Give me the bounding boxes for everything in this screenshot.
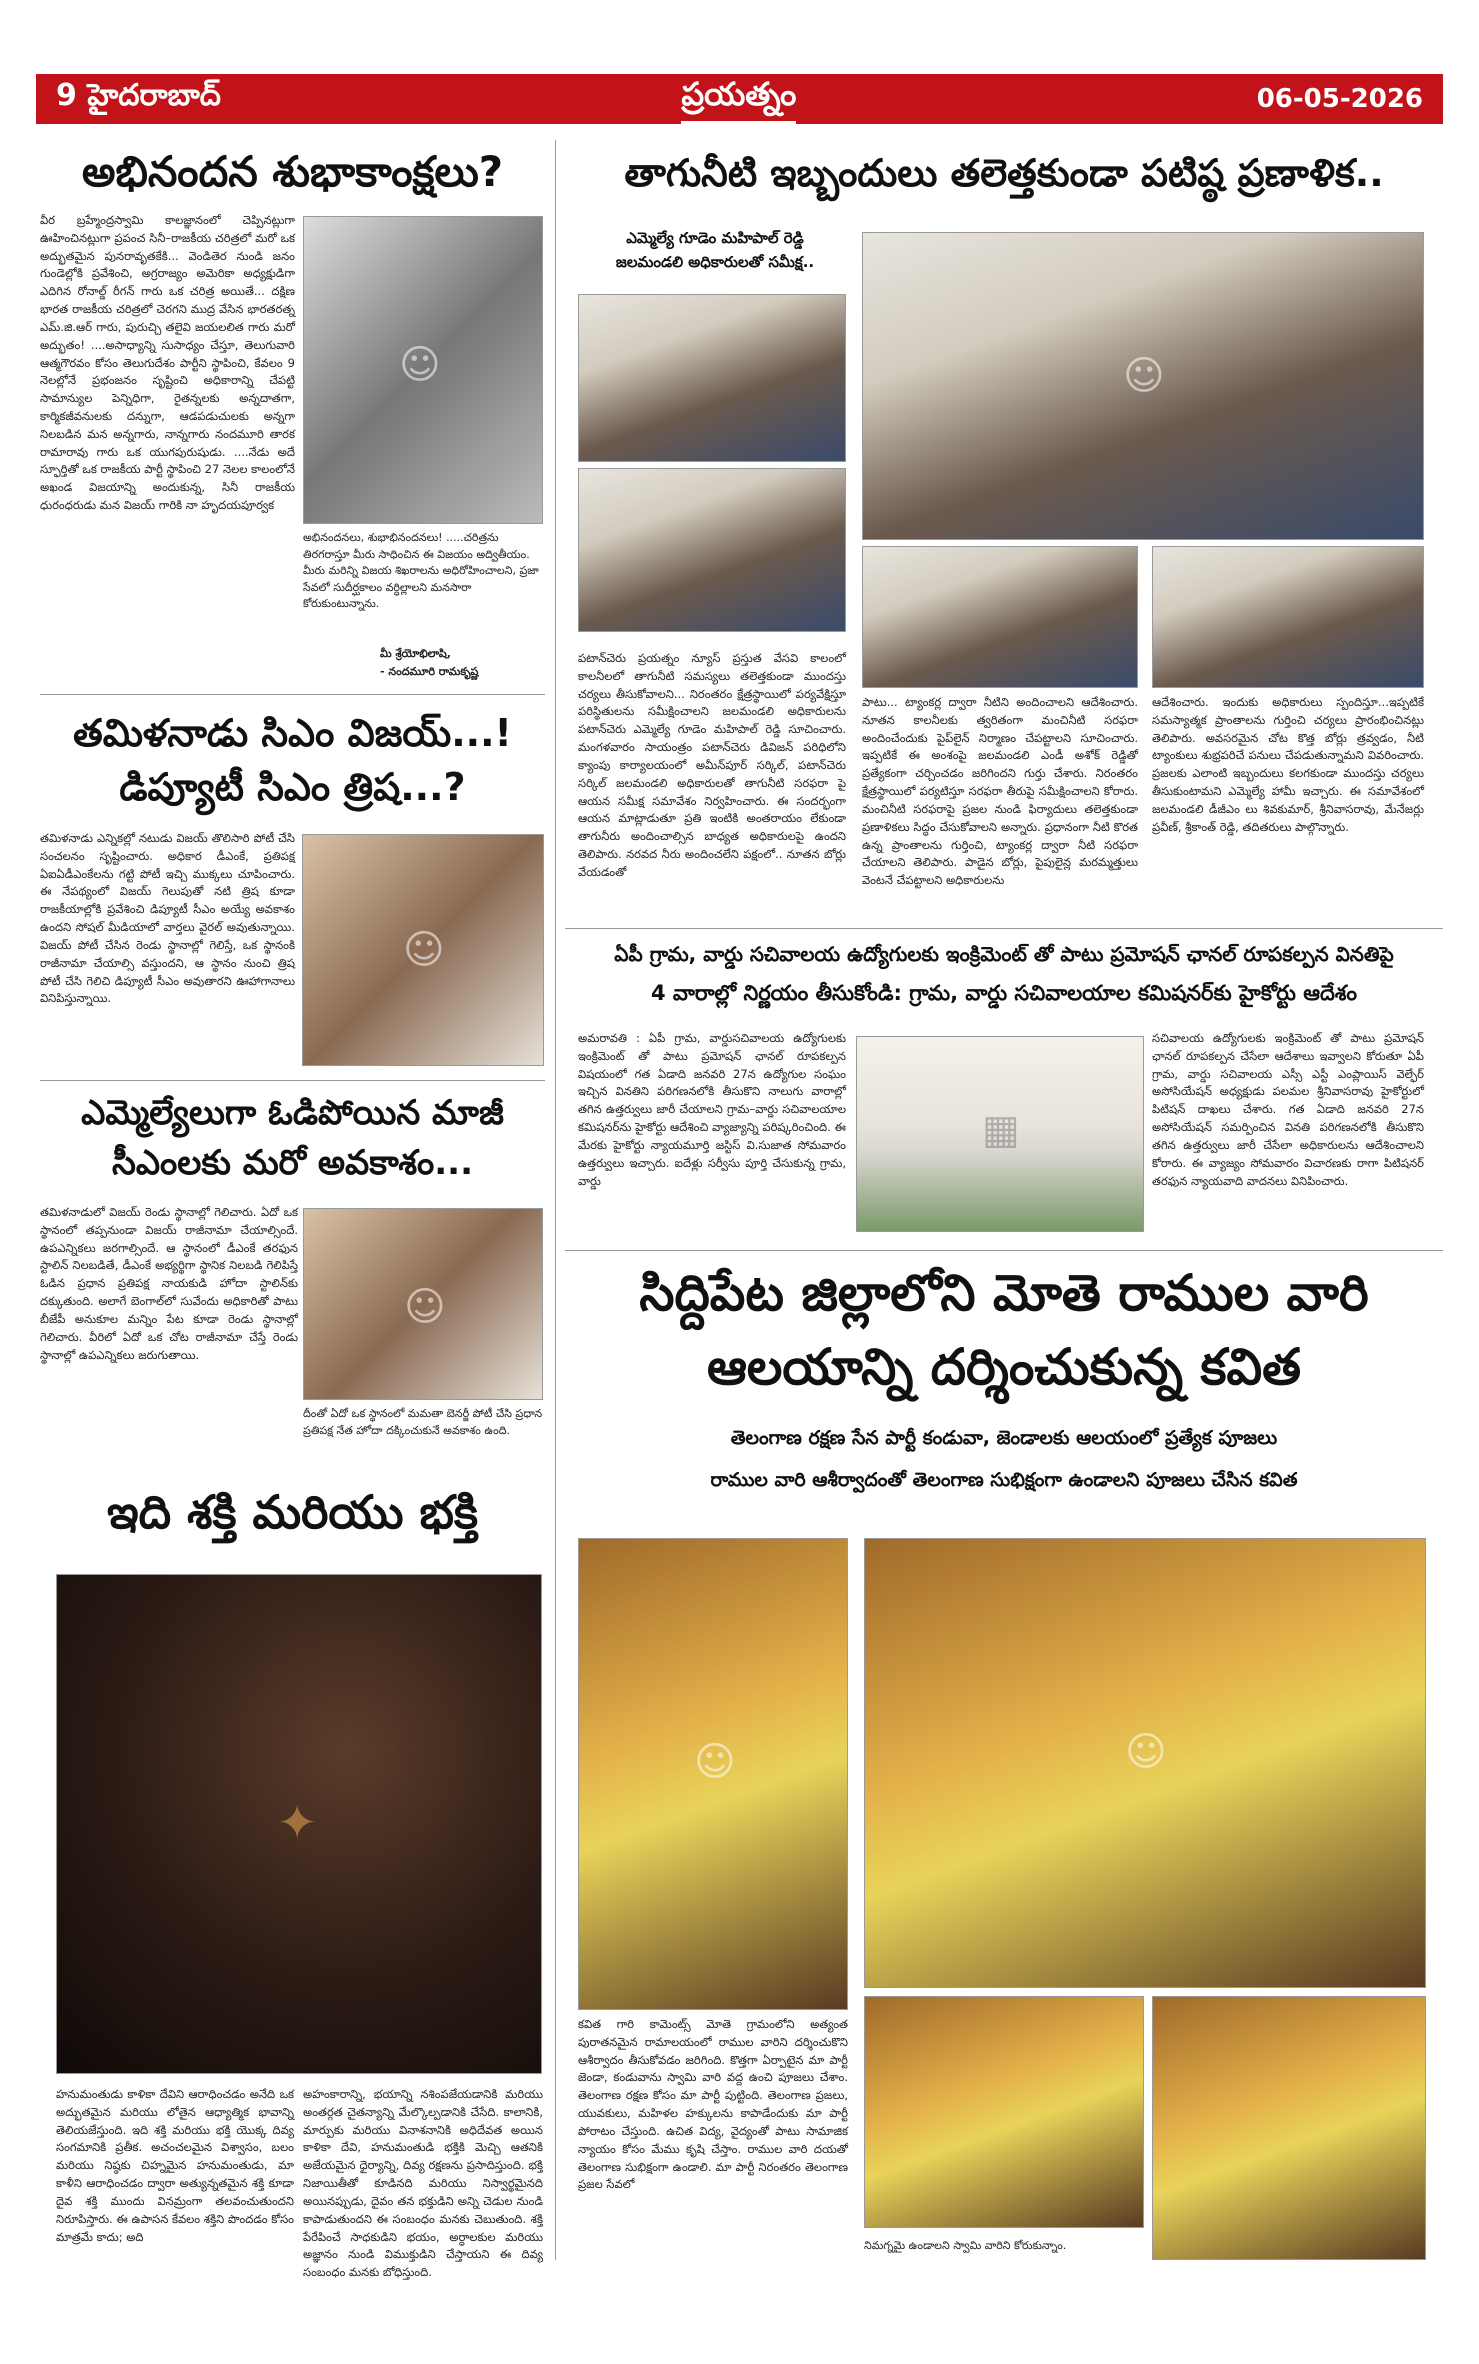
mlas-lost-headline-2: సీఎంలకు మరో అవకాశం... xyxy=(111,1143,474,1183)
meeting-photo-3 xyxy=(862,546,1138,688)
photo-icon: ☺ xyxy=(403,927,445,973)
tagu-neeru-kicker-2: జలమండలి అధికారులతో సమీక్ష.. xyxy=(615,253,815,271)
kavitha-headline-2: ఆలయాన్ని దర్శించుకున్న కవిత xyxy=(707,1338,1301,1396)
kavitha-temple-photo-main xyxy=(864,1538,1426,1988)
image-icon: ✦ xyxy=(277,1795,318,1851)
sachivalayam-headline-1: ఏపీ గ్రామ, వార్డు సచివాలయ ఉద్యోగులకు ఇంక్రిమెంట్ తో పాటు ప్రమోషన్ ఛానల్ రూపకల్పన వినతిపై xyxy=(614,942,1394,966)
photo-icon: ☺ xyxy=(399,342,441,388)
page-number-city: 9 హైదరాబాద్ xyxy=(56,78,221,113)
section-divider xyxy=(565,928,1443,929)
meeting-photo-main xyxy=(862,232,1424,540)
high-court-photo xyxy=(856,1036,1144,1232)
tagu-neeru-headline: తాగునీటి ఇబ్బందులు తలెత్తకుండా పటిష్ఠ ప్రణాళిక.. xyxy=(624,151,1384,195)
abhinandana-signoff-2: - నందమూరి రామకృష్ణ xyxy=(380,665,479,678)
shakti-body-right: అహంకారాన్ని, భయాన్ని నశింపజేయడానికి మరియు అంతర్గత చైతన్యాన్ని మేల్కొల్పడానికి చేసేది. కాలానికి, మార్పుకు మరియు వినాశనానికి అధిదేవత అయిన కాళికా దేవి, హనుమంతుడి భక్తికి మెచ్చి ఆతనికి అజేయమైన ధైర్యాన్ని, దివ్య రక్షణను ప్రసాదిస్తుంది. భక్తి నిజాయితీతో కూడినది మరియు నిస్వార్థమైనది అయినప్పుడు, దైవం తన భక్తుడిని అన్ని చెడుల నుండి కాపాడుతుందని ఈ సంబంధం మనకు చెబుతుంది. శక్తి పేరేపించే సాధకుడిని భయం, అర్ధాలకుల మరియు అజ్ఞానం నుండి విముక్తుడిని చేస్తాయని ఈ దివ్య సంబంధం మనకు బోధిస్తుంది. xyxy=(303,2087,543,2280)
kavitha-caption: నిమగ్నమై ఉండాలని స్వామి వారిని కోరుకున్నాం. xyxy=(864,2239,1067,2252)
abhinandana-collage-photo xyxy=(303,216,543,524)
photo-icon: ☺ xyxy=(694,1739,736,1785)
shakti-headline: ఇది శక్తి మరియు భక్తి xyxy=(106,1485,479,1539)
abhinandana-body: వీర బ్రహ్మేంద్రస్వామి కాలజ్ఞానంలో చెప్పినట్లుగా ఊహించినట్లుగా ప్రపంచ సినీ–రాజకీయ చరిత్రలో మరో ఒక అద్భుతమైన పునరావృతకేకి... వెండితెర నుండి జనం గుండెల్లోకి ప్రవేశించి, అగ్రరాజ్యం అమెరికా అధ్యక్షుడిగా ఎదిగిన రోనాల్డ్ రీగన్ గారు ఒక చరిత్ర అయితే... దక్షిణ భారత రాజకీయ చరిత్రలో చెరగని ముద్ర వేసిన భారతరత్న ఎమ్.జి.ఆర్ గారు, పురుచ్చి తలైవి జయలలిత గారు మరో అద్భుతం! ....అసాధ్యాన్ని సుసాధ్యం చేస్తూ, తెలుగువారి ఆత్మగౌరవం కోసం తెలుగుదేశం పార్టీని స్థాపించి, కేవలం 9 నెలల్లోనే ప్రభంజనం సృష్టించి అధికారాన్ని చేపట్టి సామాన్యుల పెన్నిధిగా, రైతన్నలకు అన్నదాతగా, కార్మికజీవనులకు దన్నుగా, ఆడపడుచులకు అన్నగా నిలబడిన మన అన్నగారు, నాన్నగారు నందమూరి తారక రామారావు గారు ఒక యుగపురుషుడు. ....నేడు అదే స్ఫూర్తితో ఒక రాజకీయ పార్టీ స్థాపించి 27 నెలల కాలంలోనే అఖండ విజయాన్ని అందుకున్న, సినీ రాజకీయ ధురంధరుడు మన విజయ్ గారికి నా హృదయపూర్వక xyxy=(40,213,295,512)
kavitha-temple-photo-1 xyxy=(578,1538,848,2010)
meeting-photo-1 xyxy=(578,294,846,462)
kavitha-body: కవిత గారి కామెంట్స్ మోతె గ్రామంలోని అత్యంత పురాతనమైన రామాలయంలో రాముల వారిని దర్శించుకొని ఆశీర్వాదం తీసుకోవడం జరిగింది. కొత్తగా ఏర్పాటైన మా పార్టీ జెండా, కండువాను స్వామి వారి వద్ద ఉంచి పూజలు చేశాం. తెలంగాణ రక్షణ కోసం మా పార్టీ పుట్టింది. తెలంగాణ ప్రజలు, యువకులు, మహిళల హక్కులను కాపాడేందుకు మా పార్టీ పోరాటం చేస్తుంది. ఉచిత విద్య, వైద్యంతో పాటు సామాజిక న్యాయం కోసం మేము కృషి చేస్తాం. రాముల వారి దయతో తెలంగాణ సుభిక్షంగా ఉండాలి. మా పార్టీ నిరంతరం తెలంగాణ ప్రజల సేవలో xyxy=(578,2017,848,2192)
kavitha-subhead-1: తెలంగాణ రక్షణ సేన పార్టీ కండువా, జెండాలకు ఆలయంలో ప్రత్యేక పూజలు xyxy=(730,1427,1278,1449)
issue-date: 06-05-2026 xyxy=(1256,84,1423,114)
kavitha-kanduva-photo xyxy=(1152,1996,1426,2260)
mlas-lost-caption: దీంతో ఏదో ఒక స్థానంలో మమతా బెనర్జీ పోటీ చేసి ప్రధాన ప్రతిపక్ష నేత హోదా దక్కించుకునే అవకాశం ఉంది. xyxy=(303,1407,543,1437)
hanuman-kali-image xyxy=(56,1574,542,2074)
meeting-photo-4 xyxy=(1152,546,1424,688)
tamilnadu-headline-2: డిప్యూటీ సిఎం త్రిష...? xyxy=(119,765,466,809)
kavitha-flag-photo xyxy=(864,1996,1144,2228)
kavitha-subhead-2: రాముల వారి ఆశీర్వాదంతో తెలంగాణ సుభిక్షంగా ఉండాలని పూజలు చేసిన కవిత xyxy=(710,1469,1298,1491)
photo-icon: ☺ xyxy=(1125,1729,1167,1775)
building-icon: ▦ xyxy=(982,1107,1020,1153)
meeting-photo-2 xyxy=(578,468,846,632)
tagu-neeru-kicker xyxy=(580,226,850,274)
section-divider xyxy=(40,1080,545,1081)
tagu-neeru-col-2: పాటు... ట్యాంకర్ల ద్వారా నీటిని అందించాలని ఆదేశించారు. నూతన కాలనీలకు త్వరితంగా మంచినీటి సరఫరా అందించేందుకు పైప్‌లైన్ నిర్మాణం చేపట్టాలని సూచించారు. ఇప్పటికే ఈ అంశంపై జలమండలి ఎండీ అశోక్ రెడ్డితో ప్రత్యేకంగా చర్చించడం జరిగిందని గుర్తు చేశారు. నిరంతరం క్షేత్రస్థాయిలో పర్యటిస్తూ సరఫరా తీరుపై సమీక్షించాలని కోరారు. మంచినీటి సరఫరాపై ప్రజల నుండి ఫిర్యాదులు తలెత్తకుండా ప్రణాళికలు సిద్ధం చేసుకోవాలని అన్నారు. ప్రధానంగా నీటి కొరత ఉన్న ప్రాంతాలను గుర్తించి, ట్యాంకర్ల ద్వారా నీటి సరఫరా చేయాలని తెలిపారు. పాడైన బోర్లు, పైపులైన్ల మరమ్మత్తులు వెంటనే చేపట్టాలని అధికారులను xyxy=(862,695,1138,888)
photo-icon: ☺ xyxy=(404,1284,446,1330)
mlas-lost-headline-1: ఎమ్మెల్యేలుగా ఓడిపోయిన మాజీ xyxy=(81,1093,504,1133)
tagu-neeru-col-1: పటాన్‌చెరు ప్రయత్నం న్యూస్ ప్రస్తుత వేసవి కాలంలో కాలనీలలో తాగునీటి సమస్యలు తలెత్తకుండా ముందస్తు చర్యలు తీసుకోవాలని... నిరంతరం క్షేత్రస్థాయిలో పర్యవేక్షిస్తూ పరిస్థితులను సమీక్షించాలని జలమండలి అధికారులను పటాన్‌చెరు ఎమ్మెల్యే గూడెం మహిపాల్ రెడ్డి సూచించారు. మంగళవారం సాయంత్రం పటాన్‌చెరు డివిజన్ పరిధిలోని క్యాంపు కార్యాలయంలో అమీన్‌పూర్ సర్కిల్, పటాన్‌చెరు సర్కిల్ జలమండలి అధికారులతో తాగునీటి సరఫరా పై ఆయన సమీక్ష సమావేశం నిర్వహించారు. ఈ సందర్భంగా ఆయన మాట్లాడుతూ ప్రతి ఇంటికి అంతరాయం లేకుండా తాగునీరు అందించాల్సిన బాధ్యత అధికారులపై ఉందని తెలిపారు. నరవద నీరు అందించలేని పక్షంలో.. నూతన బోర్లు వేయడంతో xyxy=(578,651,846,879)
section-divider xyxy=(565,1250,1443,1251)
mlas-lost-body: తమిళనాడులో విజయ్ రెండు స్థానాల్లో గెలిచారు. ఏదో ఒక స్థానంలో తప్పనుండా విజయ్ రాజీనామా చేయాల్సిందే. ఉపఎన్నికలు జరగాల్సిందే. ఆ స్థానంలో డీఎంకే తరఫున స్టాలిన్ నిలబడితే, డీఎంకే అభ్యర్థిగా స్థానిక నిలబడి గెలిపిస్తే ఓడిన ప్రధాన ప్రతిపక్ష నాయకుడి హోదా స్టాలిన్‌కు దక్కుతుంది. అలాగే బెంగాల్‌లో సువేందు అధికారితో పాటు బీజేపీ అనుకూల మన్నిం పేట కూడా రెండు స్థానాల్లో గెలిచారు. వీరిలో ఏదో ఒక చోట రాజీనామా చేస్తే రెండు స్థానాల్లో ఉపఎన్నికలు జరుగుతాయి. xyxy=(40,1205,298,1362)
tamilnadu-headline-1: తమిళనాడు సిఎం విజయ్...! xyxy=(73,711,512,755)
section-divider xyxy=(40,694,545,695)
abhinandana-caption: అభినందనలు, శుభాభినందనలు! .....చరిత్రను తిరగరాస్తూ మీరు సాధించిన ఈ విజయం అద్వితీయం. మీరు మరిన్ని విజయ శిఖరాలను అధిరోహించాలని, ప్రజా సేవలో సుదీర్ఘకాలం వర్ధిల్లాలని మనసారా కోరుకుంటున్నాను. xyxy=(303,531,539,610)
abhinandana-headline: అభినందన శుభాకాంక్షలు? xyxy=(81,147,504,196)
masthead xyxy=(36,74,1443,124)
vijay-trisha-photo xyxy=(302,834,544,1066)
tagu-neeru-col-3: ఆదేశించారు. ఇందుకు అధికారులు స్పందిస్తూ...ఇప్పటికే సమస్యాత్మక ప్రాంతాలను గుర్తించి చర్యలు ప్రారంభించినట్లు తెలిపారు. అవసరమైన చోట కొత్త బోర్లు త్రవ్వడం, నీటి ట్యాంకులు శుభ్రపరిచే పనులు చేపడుతున్నామని వివరించారు. ప్రజలకు ఎలాంటి ఇబ్బందులు కలగకుండా ముందస్తు చర్యలు తీసుకుంటామని ఎమ్మెల్యే హామీ ఇచ్చారు. ఈ సమావేశంలో జలమండలి డీజీఎం లు శివకుమార్, శ్రీనివాసరావు, మేనేజర్లు ప్రవీణ్, శ్రీకాంత్ రెడ్డి, తదితరులు పాల్గొన్నారు. xyxy=(1152,695,1424,834)
mamata-stalin-photo xyxy=(303,1208,543,1400)
sachivalayam-headline-2: 4 వారాల్లో నిర్ణయం తీసుకోండి: గ్రామ, వార్డు సచివాలయాల కమిషనర్‌కు హైకోర్టు ఆదేశం xyxy=(650,981,1358,1005)
tagu-neeru-kicker-1: ఎమ్మెల్యే గూడెం మహిపాల్ రెడ్డి xyxy=(626,229,804,247)
abhinandana-signoff-1: మీ శ్రేయోభిలాషి, xyxy=(380,647,451,660)
paper-name: ప్రయత్నం xyxy=(681,75,796,124)
shakti-body-left: హనుమంతుడు కాళికా దేవిని ఆరాధించడం అనేది ఒక అద్భుతమైన మరియు లోతైన ఆధ్యాత్మిక భావాన్ని తెలియజేస్తుంది. ఇది శక్తి మరియు భక్తి యొక్క దివ్య సంగమానికి ప్రతీక. అచంచలమైన విశ్వాసం, బలం మరియు నిష్ఠకు చిహ్నమైన హనుమంతుడు, మా కాళీని ఆరాధించడం ద్వారా అత్యున్నతమైన శక్తి కూడా దైవ శక్తి ముందు వినమ్రంగా తలవంచుతుందని నిరూపిస్తారు. ఈ ఉపాసన కేవలం శక్తిని పొందడం కోసం మాత్రమే కాదు; అది xyxy=(56,2087,294,2244)
kavitha-headline-1: సిద్దిపేట జిల్లాలోని మోతె రాముల వారి xyxy=(639,1264,1369,1322)
column-divider xyxy=(555,140,556,2260)
photo-icon: ☺ xyxy=(1123,353,1165,399)
tamilnadu-body: తమిళనాడు ఎన్నికల్లో నటుడు విజయ్ తొలిసారి పోటీ చేసి సంచలనం సృష్టించారు. అధికార డీఎంకే, ప్రతిపక్ష ఏఐఏడీఎంకేలను గట్టి పోటీ ఇచ్చి ముక్కలు చూపించారు. ఈ నేపథ్యంలో విజయ్ గెలుపుతో నటి త్రిష కూడా రాజకీయాల్లోకి ప్రవేశించి డిప్యూటీ సీఎం అయ్యే అవకాశం ఉందని సోషల్ మీడియాలో వార్తలు వైరల్ అవుతున్నాయి. విజయ్ పోటీ చేసిన రెండు స్థానాల్లో గెలిస్తే, ఒక స్థానంకి రాజీనామా చేయాల్సి వస్తుందని, ఆ స్థానం నుంచి త్రిష పోటీ చేసి గెలిచి డిప్యూటీ సీఎం అవుతారని ఊహాగానాలు వినిపిస్తున్నాయి. xyxy=(40,831,295,1006)
sachivalayam-col-2: సచివాలయ ఉద్యోగులకు ఇంక్రిమెంట్ తో పాటు ప్రమోషన్ ఛానల్ రూపకల్పన చేసేలా ఆదేశాలు ఇవ్వాలని కోరుతూ ఏపీ గ్రామ, వార్డు సచివాలయ ఎస్సీ ఎస్టీ ఎంప్లాయిస్ వెల్ఫేర్ అసోసియేషన్ అధ్యక్షుడు పలమల శ్రీనివాసరావు హైకోర్టులో పిటిషన్ దాఖలు చేశారు. గత ఏడాది జనవరి 27న అసోసియేషన్ సమర్పించిన వినతి పరిగణనలోకి తీసుకొని తగిన ఉత్తర్వులు జారీ చేసేలా అధికారులను ఆదేశించాలని కోరారు. ఈ వ్యాజ్యం సోమవారం విచారణకు రాగా పిటిషనర్ తరఫున న్యాయవాది వాదనలు వినిపించారు. xyxy=(1152,1031,1424,1188)
sachivalayam-col-1: అమరావతి : ఏపీ గ్రామ, వార్డుసచివాలయ ఉద్యోగులకు ఇంక్రిమెంట్ తో పాటు ప్రమోషన్ ఛానల్ రూపకల్పన విషయంలో గత ఏడాది జనవరి 27న ఉద్యోగుల సంఘం ఇచ్చిన వినతిని పరిగణనలోకి తీసుకొని నాలుగు వారాల్లో తగిన ఉత్తర్వులు జారీ చేయాలని గ్రామ–వార్డు సచివాలయాల కమిషనర్‌ను హైకోర్టు ఆదేశించి వ్యాజ్యాన్ని పరిష్కరించింది. ఈ మేరకు హైకోర్టు న్యాయమూర్తి జస్టిస్ వి.సుజాత సోమవారం ఉత్తర్వులు ఇచ్చారు. ఐదేళ్లు సర్వీసు పూర్తి చేసుకున్న గ్రామ, వార్డు xyxy=(578,1031,846,1188)
